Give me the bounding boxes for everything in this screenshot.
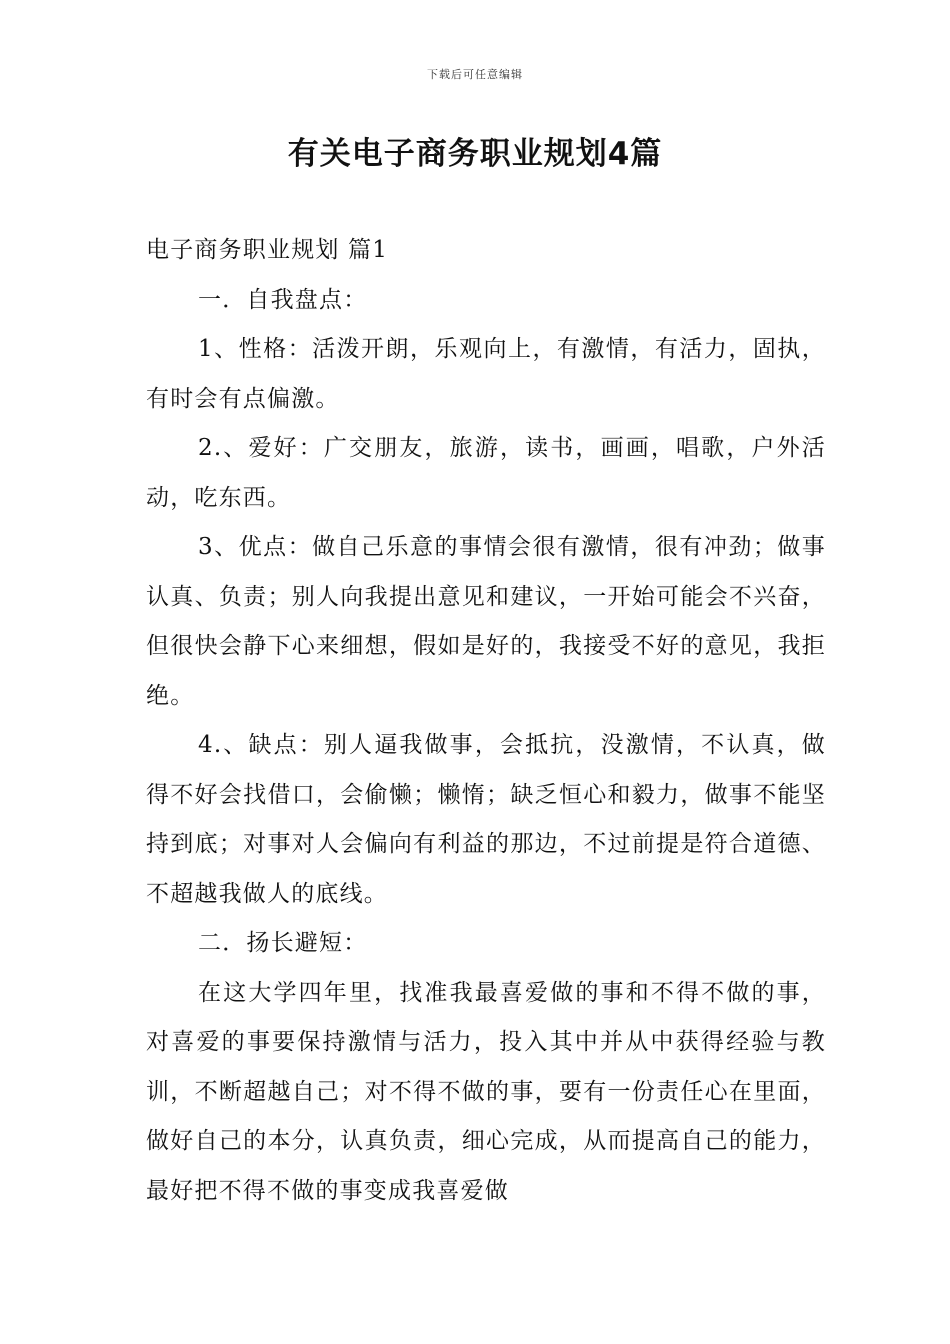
paragraph-hobbies: 2.、爱好：广交朋友，旅游，读书，画画，唱歌，户外活动，吃东西。 xyxy=(146,435,826,511)
paragraph-leverage-strengths: 二．扬长避短： xyxy=(198,930,368,956)
document-title: 有关电子商务职业规划4篇 xyxy=(287,136,663,172)
paragraph-university-plan: 在这大学四年里，找准我最喜爱做的事和不得不做的事，对喜爱的事要保持激情与活力，投入其中并从中获得经验与教训，不断超越自己；对不得不做的事，要有一份责任心在里面，做好自己的本分，认真负责，细心完成，从而提高自己的能力，最好把不得不做的事变成我喜爱做 xyxy=(146,979,826,1204)
paragraph-self-inventory: 一．自我盘点： xyxy=(198,286,368,313)
paragraph-weaknesses: 4.、缺点：别人逼我做事，会抵抗，没激情，不认真，做得不好会找借口，会偷懒；懒惰；缺乏恒心和毅力，做事不能坚持到底；对事对人会偏向有利益的那边，不过前提是符合道德、不超越我做人的底线。 xyxy=(146,732,826,907)
document-body xyxy=(146,226,826,1216)
paragraph-strengths: 3、优点：做自己乐意的事情会很有激情，很有冲劲；做事认真、负责；别人向我提出意见和建议，一开始可能会不兴奋，但很快会静下心来细想，假如是好的，我接受不好的意见，我拒绝。 xyxy=(146,534,826,709)
paragraph-personality: 1、性格：活泼开朗，乐观向上，有激情，有活力，固执，有时会有点偏激。 xyxy=(146,336,826,412)
section-heading: 电子商务职业规划 篇1 xyxy=(146,237,389,263)
header-note: 下载后可任意编辑 xyxy=(427,68,523,81)
